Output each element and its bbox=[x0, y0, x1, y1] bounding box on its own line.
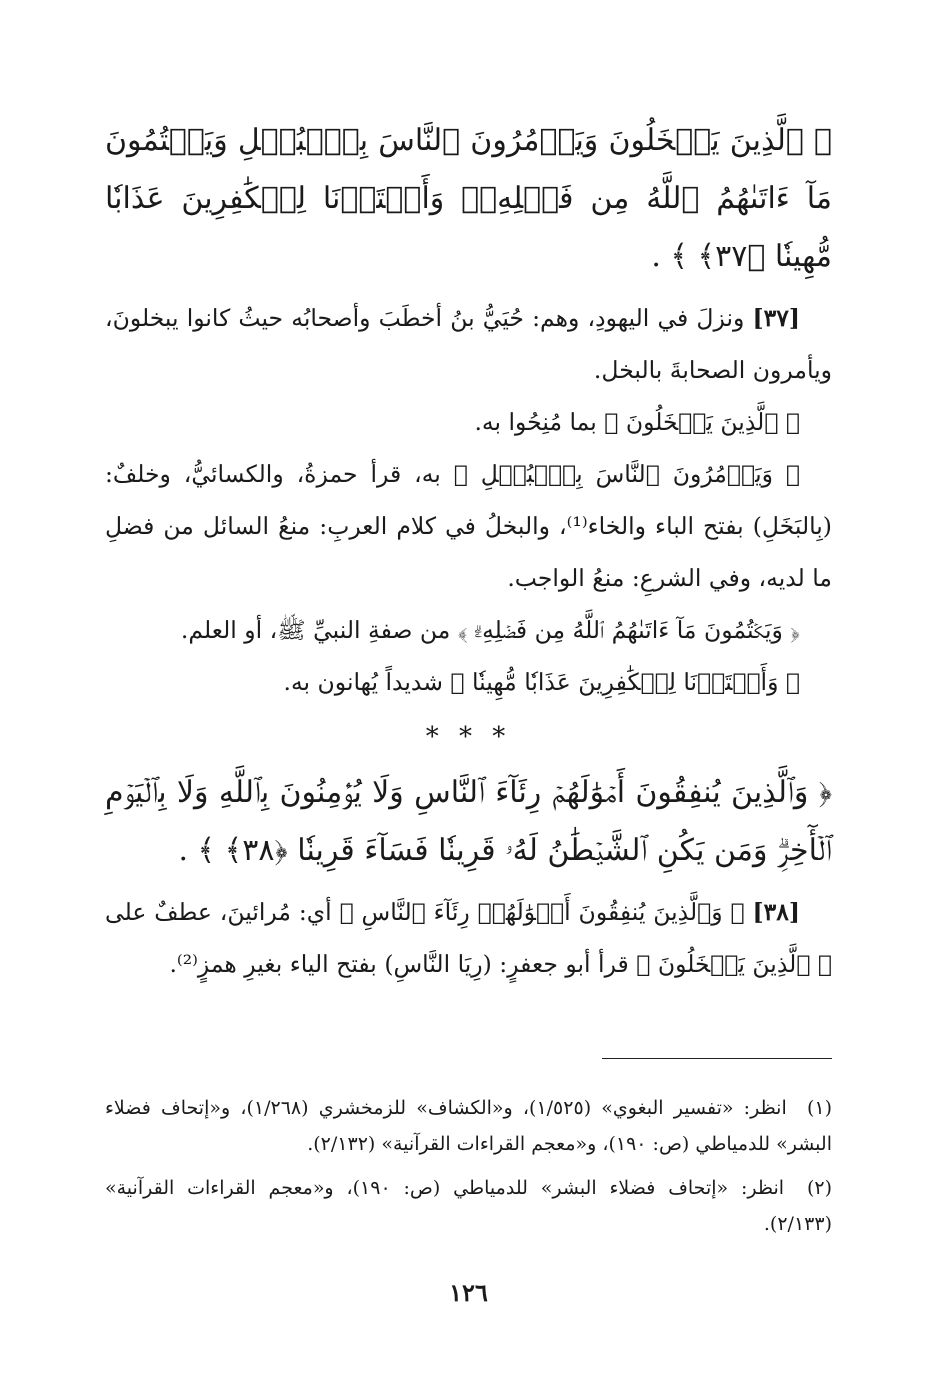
section-separator: * * * bbox=[425, 722, 512, 752]
commentary-text: ﴿ وَيَكۡتُمُونَ مَآ ءَاتَىٰهُمُ ٱللَّهُ مِن فَضۡلِهِۦۗ ﴾ من صفةِ النبيِّ ﷺ، أو العلم. bbox=[180, 616, 800, 644]
quran-verse-37: ﴿ ٱلَّذِينَ يَبۡخَلُونَ وَيَأۡمُرُونَ ٱلنَّاسَ بِٱلۡبُخۡلِ وَيَكۡتُمُونَ مَآ ءَاتَىٰهُمُ ٱللَّهُ مِن فَضۡلِهِۦۗ وَأَعۡتَدۡنَا لِلۡكَٰفِرِينَ عَذَابٗا مُّهِينٗا ﴿٣٧﴾ ﴾ . bbox=[105, 123, 832, 274]
verse-number-37: [٣٧] bbox=[752, 304, 800, 332]
quran-verse-38: ﴿ وَٱلَّذِينَ يُنفِقُونَ أَمۡوَٰلَهُمۡ رِئَآءَ ٱلنَّاسِ وَلَا يُؤۡمِنُونَ بِٱللَّهِ وَلَا بِٱلۡيَوۡمِ ٱلۡأٓخِرِۗ وَمَن يَكُنِ ٱلشَّيۡطَٰنُ لَهُۥ قَرِينٗا فَسَآءَ قَرِينٗا ﴿٣٨﴾ ﴾ . bbox=[105, 775, 832, 868]
commentary-text: ﴿ وَيَأۡمُرُونَ ٱلنَّاسَ بِٱلۡبُخۡلِ ﴾ به، قرأ حمزةُ، والكسائيُّ، وخلفٌ: (بِالبَخَلِ) بفتح الباء والخاء⁽¹⁾، والبخلُ في كلام العربِ: منعُ السائل من فضلِ ما لديه، وفي الشرعِ: منعُ الواجب. bbox=[105, 460, 832, 592]
commentary-paragraph bbox=[105, 396, 832, 448]
page-number: ١٢٦ bbox=[449, 1278, 488, 1307]
footnote-label: (١) bbox=[806, 1097, 833, 1119]
footnote-divider bbox=[602, 1058, 832, 1059]
footnote-text: انظر: «إتحاف فضلاء البشر» للدمياطي (ص: ١٩٠)، و«معجم القراءات القرآنية» (٢/١٣٣). bbox=[105, 1177, 832, 1235]
commentary-paragraph-38 bbox=[105, 886, 832, 990]
commentary-paragraph bbox=[105, 656, 832, 708]
commentary-text: ونزلَ في اليهودِ، وهم: حُيَيُّ بنُ أخطَبَ وأصحابُه حيثُ كانوا يبخلونَ، ويأمرون الصحابةَ بالبخل. bbox=[105, 304, 832, 384]
commentary-text: ﴿ وَٱلَّذِينَ يُنفِقُونَ أَمۡوَٰلَهُمۡ رِئَآءَ ٱلنَّاسِ ﴾ أي: مُرائينَ، عطفٌ على ﴿ ٱلَّذِينَ يَبۡخَلُونَ ﴾ قرأ أبو جعفرٍ: (رِيَا النَّاسِ) بفتح الياء بغيرِ همزٍ⁽²⁾. bbox=[105, 898, 832, 978]
commentary-paragraph bbox=[105, 448, 832, 604]
footnote-2 bbox=[105, 1170, 832, 1242]
commentary-paragraph-37 bbox=[105, 292, 832, 396]
footnote-text: انظر: «تفسير البغوي» (١/٥٢٥)، و«الكشاف» للزمخشري (١/٢٦٨)، و«إتحاف فضلاء البشر» للدمياطي (ص: ١٩٠)، و«معجم القراءات القرآنية» (٢/١٣٢). bbox=[105, 1097, 832, 1155]
commentary-text: ﴿ وَأَعۡتَدۡنَا لِلۡكَٰفِرِينَ عَذَابٗا مُّهِينٗا ﴾ شديداً يُهانون به. bbox=[283, 668, 800, 696]
commentary-text: ﴿ ٱلَّذِينَ يَبۡخَلُونَ ﴾ بما مُنِحُوا به. bbox=[474, 408, 800, 436]
footnote-label: (٢) bbox=[806, 1177, 832, 1199]
book-page bbox=[105, 100, 832, 1335]
commentary-paragraph bbox=[105, 604, 832, 656]
footnote-1 bbox=[105, 1090, 832, 1162]
footnotes bbox=[105, 1090, 832, 1250]
verse-number-38: [٣٨] bbox=[752, 898, 800, 926]
